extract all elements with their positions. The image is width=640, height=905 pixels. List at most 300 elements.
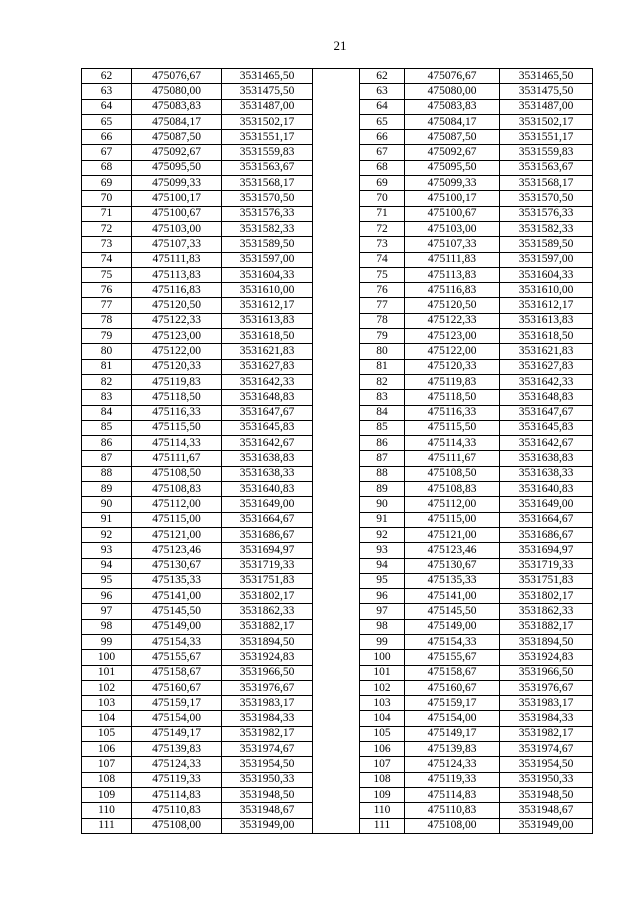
table-row — [82, 818, 593, 833]
y-coordinate: 3531984,33 — [500, 711, 593, 726]
table-row — [82, 665, 593, 680]
table-row — [82, 742, 593, 757]
table-row — [82, 267, 593, 282]
point-number: 77 — [360, 298, 405, 313]
x-coordinate: 475113,83 — [132, 267, 222, 282]
column-gap — [313, 573, 360, 588]
point-number: 65 — [82, 114, 132, 129]
column-gap — [313, 283, 360, 298]
point-number: 86 — [82, 436, 132, 451]
y-coordinate: 3531976,67 — [222, 680, 313, 695]
x-coordinate: 475103,00 — [132, 221, 222, 236]
point-number: 81 — [82, 359, 132, 374]
point-number: 87 — [360, 451, 405, 466]
x-coordinate: 475111,67 — [132, 451, 222, 466]
column-gap — [313, 604, 360, 619]
table-row — [82, 482, 593, 497]
column-gap — [313, 803, 360, 818]
y-coordinate: 3531664,67 — [500, 512, 593, 527]
point-number: 100 — [360, 650, 405, 665]
point-number: 64 — [82, 99, 132, 114]
point-number: 75 — [360, 267, 405, 282]
point-number: 106 — [360, 742, 405, 757]
y-coordinate: 3531618,50 — [500, 329, 593, 344]
point-number: 67 — [82, 145, 132, 160]
y-coordinate: 3531950,33 — [222, 772, 313, 787]
y-coordinate: 3531982,17 — [500, 726, 593, 741]
point-number: 107 — [360, 757, 405, 772]
column-gap — [313, 527, 360, 542]
y-coordinate: 3531976,67 — [500, 680, 593, 695]
y-coordinate: 3531954,50 — [500, 757, 593, 772]
point-number: 96 — [360, 589, 405, 604]
column-gap — [313, 665, 360, 680]
y-coordinate: 3531642,33 — [222, 374, 313, 389]
point-number: 93 — [82, 543, 132, 558]
y-coordinate: 3531551,17 — [500, 130, 593, 145]
x-coordinate: 475115,50 — [405, 420, 500, 435]
y-coordinate: 3531974,67 — [222, 742, 313, 757]
column-gap — [313, 650, 360, 665]
x-coordinate: 475154,00 — [405, 711, 500, 726]
x-coordinate: 475160,67 — [132, 680, 222, 695]
point-number: 89 — [82, 482, 132, 497]
y-coordinate: 3531640,83 — [222, 482, 313, 497]
table-row — [82, 527, 593, 542]
point-number: 63 — [360, 84, 405, 99]
point-number: 79 — [360, 329, 405, 344]
y-coordinate: 3531612,17 — [500, 298, 593, 313]
x-coordinate: 475114,83 — [405, 787, 500, 802]
table-row — [82, 420, 593, 435]
y-coordinate: 3531949,00 — [500, 818, 593, 833]
table-row — [82, 390, 593, 405]
column-gap — [313, 742, 360, 757]
y-coordinate: 3531862,33 — [222, 604, 313, 619]
x-coordinate: 475121,00 — [132, 527, 222, 542]
x-coordinate: 475108,50 — [132, 466, 222, 481]
x-coordinate: 475154,33 — [405, 634, 500, 649]
table-row — [82, 374, 593, 389]
x-coordinate: 475092,67 — [405, 145, 500, 160]
point-number: 105 — [82, 726, 132, 741]
point-number: 76 — [82, 283, 132, 298]
table-row — [82, 114, 593, 129]
x-coordinate: 475100,67 — [132, 206, 222, 221]
point-number: 88 — [360, 466, 405, 481]
y-coordinate: 3531948,50 — [500, 787, 593, 802]
point-number: 75 — [82, 267, 132, 282]
point-number: 73 — [360, 237, 405, 252]
table-row — [82, 711, 593, 726]
x-coordinate: 475120,33 — [405, 359, 500, 374]
x-coordinate: 475119,83 — [132, 374, 222, 389]
x-coordinate: 475092,67 — [132, 145, 222, 160]
table-row — [82, 298, 593, 313]
x-coordinate: 475145,50 — [405, 604, 500, 619]
table-row — [82, 573, 593, 588]
y-coordinate: 3531647,67 — [222, 405, 313, 420]
point-number: 77 — [82, 298, 132, 313]
x-coordinate: 475122,00 — [405, 344, 500, 359]
table-row — [82, 589, 593, 604]
x-coordinate: 475099,33 — [405, 176, 500, 191]
point-number: 98 — [360, 619, 405, 634]
table-row — [82, 696, 593, 711]
y-coordinate: 3531686,67 — [500, 527, 593, 542]
point-number: 76 — [360, 283, 405, 298]
point-number: 101 — [82, 665, 132, 680]
x-coordinate: 475123,00 — [132, 329, 222, 344]
point-number: 94 — [82, 558, 132, 573]
x-coordinate: 475100,17 — [132, 191, 222, 206]
point-number: 62 — [82, 69, 132, 84]
x-coordinate: 475076,67 — [132, 69, 222, 84]
y-coordinate: 3531475,50 — [222, 84, 313, 99]
point-number: 111 — [360, 818, 405, 833]
x-coordinate: 475108,00 — [132, 818, 222, 833]
point-number: 82 — [82, 374, 132, 389]
x-coordinate: 475110,83 — [132, 803, 222, 818]
table-row — [82, 543, 593, 558]
x-coordinate: 475111,83 — [132, 252, 222, 267]
point-number: 79 — [82, 329, 132, 344]
x-coordinate: 475149,00 — [132, 619, 222, 634]
x-coordinate: 475114,83 — [132, 787, 222, 802]
y-coordinate: 3531694,97 — [222, 543, 313, 558]
y-coordinate: 3531487,00 — [222, 99, 313, 114]
x-coordinate: 475083,83 — [132, 99, 222, 114]
point-number: 74 — [360, 252, 405, 267]
y-coordinate: 3531627,83 — [500, 359, 593, 374]
point-number: 66 — [82, 130, 132, 145]
column-gap — [313, 451, 360, 466]
point-number: 107 — [82, 757, 132, 772]
column-gap — [313, 543, 360, 558]
table-row — [82, 619, 593, 634]
column-gap — [313, 558, 360, 573]
table-row — [82, 634, 593, 649]
column-gap — [313, 634, 360, 649]
table-row — [82, 237, 593, 252]
point-number: 93 — [360, 543, 405, 558]
y-coordinate: 3531576,33 — [222, 206, 313, 221]
point-number: 97 — [82, 604, 132, 619]
x-coordinate: 475155,67 — [405, 650, 500, 665]
point-number: 65 — [360, 114, 405, 129]
x-coordinate: 475149,17 — [405, 726, 500, 741]
y-coordinate: 3531638,33 — [222, 466, 313, 481]
point-number: 105 — [360, 726, 405, 741]
y-coordinate: 3531640,83 — [500, 482, 593, 497]
x-coordinate: 475103,00 — [405, 221, 500, 236]
point-number: 91 — [360, 512, 405, 527]
x-coordinate: 475114,33 — [405, 436, 500, 451]
point-number: 73 — [82, 237, 132, 252]
y-coordinate: 3531589,50 — [500, 237, 593, 252]
x-coordinate: 475113,83 — [405, 267, 500, 282]
y-coordinate: 3531613,83 — [500, 313, 593, 328]
y-coordinate: 3531612,17 — [222, 298, 313, 313]
point-number: 63 — [82, 84, 132, 99]
y-coordinate: 3531487,00 — [500, 99, 593, 114]
x-coordinate: 475120,50 — [132, 298, 222, 313]
point-number: 102 — [360, 680, 405, 695]
x-coordinate: 475084,17 — [405, 114, 500, 129]
column-gap — [313, 390, 360, 405]
y-coordinate: 3531984,33 — [222, 711, 313, 726]
y-coordinate: 3531966,50 — [222, 665, 313, 680]
x-coordinate: 475130,67 — [132, 558, 222, 573]
point-number: 92 — [82, 527, 132, 542]
x-coordinate: 475080,00 — [405, 84, 500, 99]
y-coordinate: 3531638,83 — [222, 451, 313, 466]
column-gap — [313, 619, 360, 634]
x-coordinate: 475116,33 — [405, 405, 500, 420]
point-number: 78 — [82, 313, 132, 328]
table-row — [82, 206, 593, 221]
point-number: 85 — [82, 420, 132, 435]
y-coordinate: 3531570,50 — [222, 191, 313, 206]
point-number: 90 — [360, 497, 405, 512]
point-number: 101 — [360, 665, 405, 680]
x-coordinate: 475108,83 — [132, 482, 222, 497]
column-gap — [313, 206, 360, 221]
x-coordinate: 475084,17 — [132, 114, 222, 129]
x-coordinate: 475111,67 — [405, 451, 500, 466]
y-coordinate: 3531568,17 — [500, 176, 593, 191]
y-coordinate: 3531948,67 — [222, 803, 313, 818]
y-coordinate: 3531604,33 — [222, 267, 313, 282]
x-coordinate: 475107,33 — [405, 237, 500, 252]
y-coordinate: 3531894,50 — [500, 634, 593, 649]
column-gap — [313, 436, 360, 451]
y-coordinate: 3531621,83 — [500, 344, 593, 359]
x-coordinate: 475114,33 — [132, 436, 222, 451]
x-coordinate: 475120,33 — [132, 359, 222, 374]
point-number: 104 — [82, 711, 132, 726]
table-row — [82, 313, 593, 328]
point-number: 69 — [82, 176, 132, 191]
point-number: 78 — [360, 313, 405, 328]
table-row — [82, 359, 593, 374]
point-number: 88 — [82, 466, 132, 481]
table-row — [82, 344, 593, 359]
point-number: 66 — [360, 130, 405, 145]
table-row — [82, 466, 593, 481]
point-number: 92 — [360, 527, 405, 542]
x-coordinate: 475122,00 — [132, 344, 222, 359]
y-coordinate: 3531610,00 — [500, 283, 593, 298]
y-coordinate: 3531950,33 — [500, 772, 593, 787]
y-coordinate: 3531475,50 — [500, 84, 593, 99]
column-gap — [313, 160, 360, 175]
y-coordinate: 3531751,83 — [222, 573, 313, 588]
point-number: 91 — [82, 512, 132, 527]
y-coordinate: 3531954,50 — [222, 757, 313, 772]
y-coordinate: 3531642,33 — [500, 374, 593, 389]
y-coordinate: 3531627,83 — [222, 359, 313, 374]
x-coordinate: 475135,33 — [132, 573, 222, 588]
point-number: 80 — [82, 344, 132, 359]
point-number: 83 — [360, 390, 405, 405]
column-gap — [313, 176, 360, 191]
point-number: 87 — [82, 451, 132, 466]
column-gap — [313, 405, 360, 420]
x-coordinate: 475108,83 — [405, 482, 500, 497]
x-coordinate: 475141,00 — [132, 589, 222, 604]
column-gap — [313, 114, 360, 129]
y-coordinate: 3531642,67 — [222, 436, 313, 451]
column-gap — [313, 589, 360, 604]
y-coordinate: 3531686,67 — [222, 527, 313, 542]
y-coordinate: 3531983,17 — [500, 696, 593, 711]
x-coordinate: 475123,00 — [405, 329, 500, 344]
point-number: 104 — [360, 711, 405, 726]
point-number: 100 — [82, 650, 132, 665]
y-coordinate: 3531618,50 — [222, 329, 313, 344]
y-coordinate: 3531648,83 — [222, 390, 313, 405]
x-coordinate: 475108,00 — [405, 818, 500, 833]
coordinates-table — [81, 68, 593, 834]
x-coordinate: 475145,50 — [132, 604, 222, 619]
point-number: 62 — [360, 69, 405, 84]
point-number: 84 — [82, 405, 132, 420]
column-gap — [313, 252, 360, 267]
x-coordinate: 475107,33 — [132, 237, 222, 252]
point-number: 64 — [360, 99, 405, 114]
table-row — [82, 160, 593, 175]
x-coordinate: 475135,33 — [405, 573, 500, 588]
table-row — [82, 405, 593, 420]
y-coordinate: 3531570,50 — [500, 191, 593, 206]
x-coordinate: 475119,33 — [132, 772, 222, 787]
table-row — [82, 252, 593, 267]
table-row — [82, 130, 593, 145]
x-coordinate: 475122,33 — [405, 313, 500, 328]
y-coordinate: 3531597,00 — [222, 252, 313, 267]
x-coordinate: 475076,67 — [405, 69, 500, 84]
point-number: 74 — [82, 252, 132, 267]
table-row — [82, 803, 593, 818]
y-coordinate: 3531551,17 — [222, 130, 313, 145]
y-coordinate: 3531638,83 — [500, 451, 593, 466]
point-number: 95 — [360, 573, 405, 588]
x-coordinate: 475155,67 — [132, 650, 222, 665]
y-coordinate: 3531563,67 — [500, 160, 593, 175]
point-number: 109 — [360, 787, 405, 802]
column-gap — [313, 787, 360, 802]
point-number: 85 — [360, 420, 405, 435]
y-coordinate: 3531948,67 — [500, 803, 593, 818]
y-coordinate: 3531559,83 — [222, 145, 313, 160]
point-number: 67 — [360, 145, 405, 160]
y-coordinate: 3531862,33 — [500, 604, 593, 619]
column-gap — [313, 726, 360, 741]
y-coordinate: 3531582,33 — [222, 221, 313, 236]
column-gap — [313, 145, 360, 160]
y-coordinate: 3531604,33 — [500, 267, 593, 282]
table-row — [82, 787, 593, 802]
column-gap — [313, 680, 360, 695]
x-coordinate: 475158,67 — [405, 665, 500, 680]
point-number: 72 — [82, 221, 132, 236]
table-row — [82, 757, 593, 772]
y-coordinate: 3531966,50 — [500, 665, 593, 680]
table-row — [82, 558, 593, 573]
point-number: 90 — [82, 497, 132, 512]
point-number: 98 — [82, 619, 132, 634]
column-gap — [313, 696, 360, 711]
x-coordinate: 475099,33 — [132, 176, 222, 191]
x-coordinate: 475121,00 — [405, 527, 500, 542]
y-coordinate: 3531648,83 — [500, 390, 593, 405]
point-number: 83 — [82, 390, 132, 405]
y-coordinate: 3531802,17 — [500, 589, 593, 604]
x-coordinate: 475087,50 — [132, 130, 222, 145]
point-number: 108 — [360, 772, 405, 787]
column-gap — [313, 757, 360, 772]
y-coordinate: 3531638,33 — [500, 466, 593, 481]
column-gap — [313, 466, 360, 481]
table-row — [82, 176, 593, 191]
point-number: 70 — [360, 191, 405, 206]
x-coordinate: 475116,83 — [405, 283, 500, 298]
x-coordinate: 475110,83 — [405, 803, 500, 818]
x-coordinate: 475120,50 — [405, 298, 500, 313]
column-gap — [313, 84, 360, 99]
x-coordinate: 475112,00 — [405, 497, 500, 512]
table-row — [82, 221, 593, 236]
y-coordinate: 3531802,17 — [222, 589, 313, 604]
point-number: 106 — [82, 742, 132, 757]
point-number: 103 — [360, 696, 405, 711]
point-number: 108 — [82, 772, 132, 787]
table-row — [82, 283, 593, 298]
x-coordinate: 475154,33 — [132, 634, 222, 649]
point-number: 71 — [360, 206, 405, 221]
x-coordinate: 475123,46 — [132, 543, 222, 558]
x-coordinate: 475083,83 — [405, 99, 500, 114]
column-gap — [313, 374, 360, 389]
y-coordinate: 3531576,33 — [500, 206, 593, 221]
x-coordinate: 475139,83 — [132, 742, 222, 757]
x-coordinate: 475159,17 — [132, 696, 222, 711]
point-number: 80 — [360, 344, 405, 359]
point-number: 71 — [82, 206, 132, 221]
point-number: 69 — [360, 176, 405, 191]
y-coordinate: 3531582,33 — [500, 221, 593, 236]
column-gap — [313, 772, 360, 787]
y-coordinate: 3531949,00 — [222, 818, 313, 833]
point-number: 96 — [82, 589, 132, 604]
y-coordinate: 3531882,17 — [222, 619, 313, 634]
column-gap — [313, 267, 360, 282]
y-coordinate: 3531642,67 — [500, 436, 593, 451]
point-number: 103 — [82, 696, 132, 711]
table-row — [82, 191, 593, 206]
y-coordinate: 3531894,50 — [222, 634, 313, 649]
y-coordinate: 3531589,50 — [222, 237, 313, 252]
y-coordinate: 3531465,50 — [222, 69, 313, 84]
y-coordinate: 3531649,00 — [500, 497, 593, 512]
column-gap — [313, 237, 360, 252]
y-coordinate: 3531664,67 — [222, 512, 313, 527]
x-coordinate: 475095,50 — [405, 160, 500, 175]
point-number: 99 — [82, 634, 132, 649]
point-number: 68 — [360, 160, 405, 175]
table-row — [82, 84, 593, 99]
